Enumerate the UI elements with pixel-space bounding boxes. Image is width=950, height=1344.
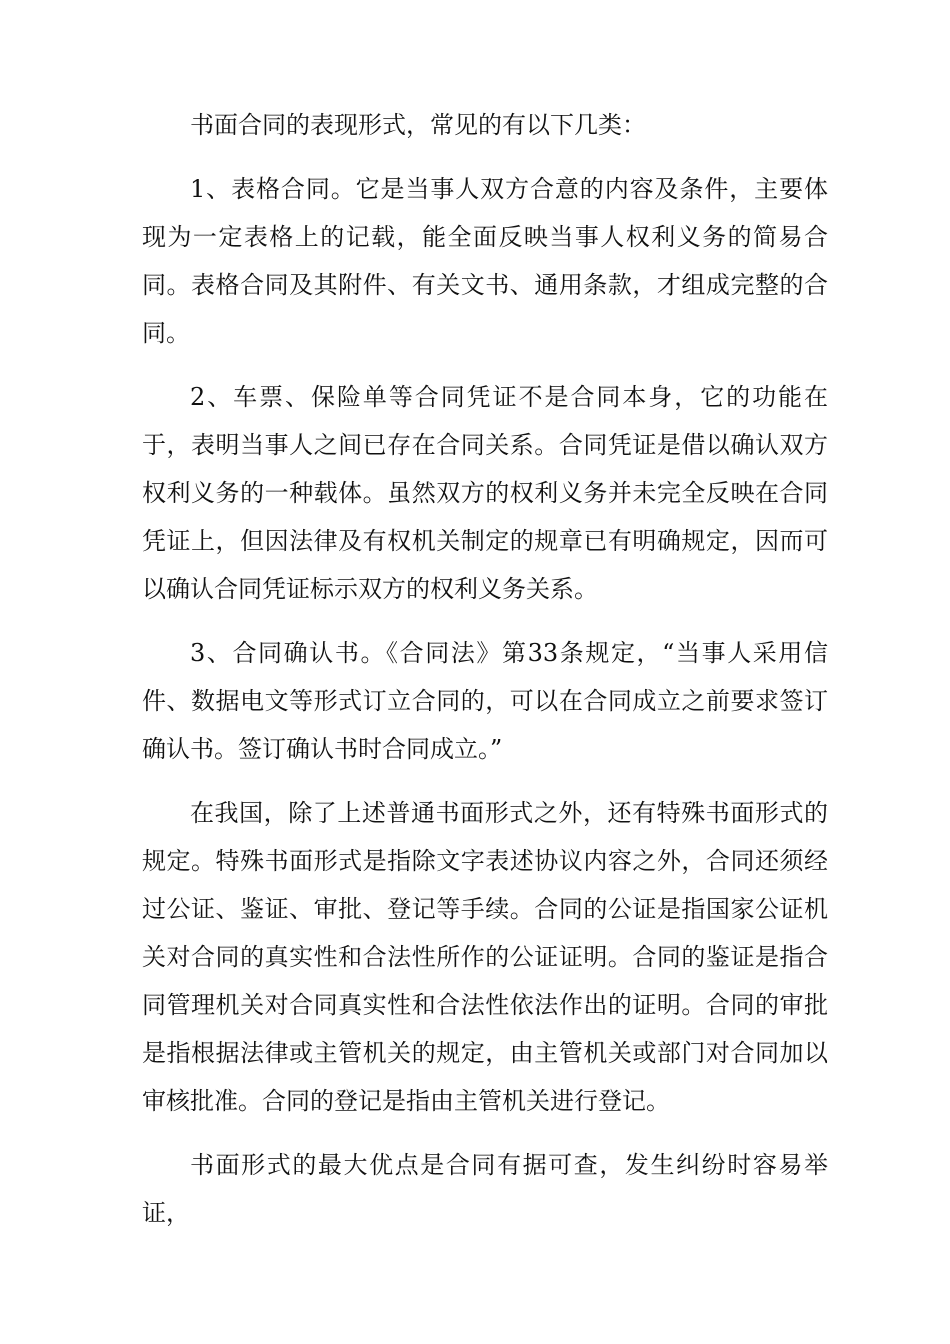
paragraph-contract-voucher: 2、车票、保险单等合同凭证不是合同本身，它的功能在于，表明当事人之间已存在合同关系。合同凭证是借以确认双方权利义务的一种载体。虽然双方的权利义务并未完全反映在合同凭证上，但因法律及有权机关制定的规章已有明确规定，因而可以确认合同凭证标示双方的权利义务关系。 — [142, 383, 828, 603]
paragraph-special-forms: 在我国，除了上述普通书面形式之外，还有特殊书面形式的规定。特殊书面形式是指除文字表述协议内容之外，合同还须经过公证、鉴证、审批、登记等手续。合同的公证是指国家公证机关对合同的真实性和合法性所作的公证证明。合同的鉴证是指合同管理机关对合同真实性和合法性依法作出的证明。合同的审批是指根据法律或主管机关的规定，由主管机关或部门对合同加以审核批准。合同的登记是指由主管机关进行登记。 — [142, 799, 828, 1115]
document-body — [142, 101, 828, 1253]
paragraph-confirmation-letter: 3、合同确认书。《合同法》第33条规定，“当事人采用信件、数据电文等形式订立合同的，可以在合同成立之前要求签订确认书。签订确认书时合同成立。” — [142, 639, 828, 763]
paragraph-advantages: 书面形式的最大优点是合同有据可查，发生纠纷时容易举证， — [142, 1151, 828, 1227]
paragraph-form-contract: 1、表格合同。它是当事人双方合意的内容及条件，主要体现为一定表格上的记载，能全面反映当事人权利义务的简易合同。表格合同及其附件、有关文书、通用条款，才组成完整的合同。 — [142, 175, 828, 347]
paragraph-intro: 书面合同的表现形式，常见的有以下几类： — [190, 111, 646, 139]
